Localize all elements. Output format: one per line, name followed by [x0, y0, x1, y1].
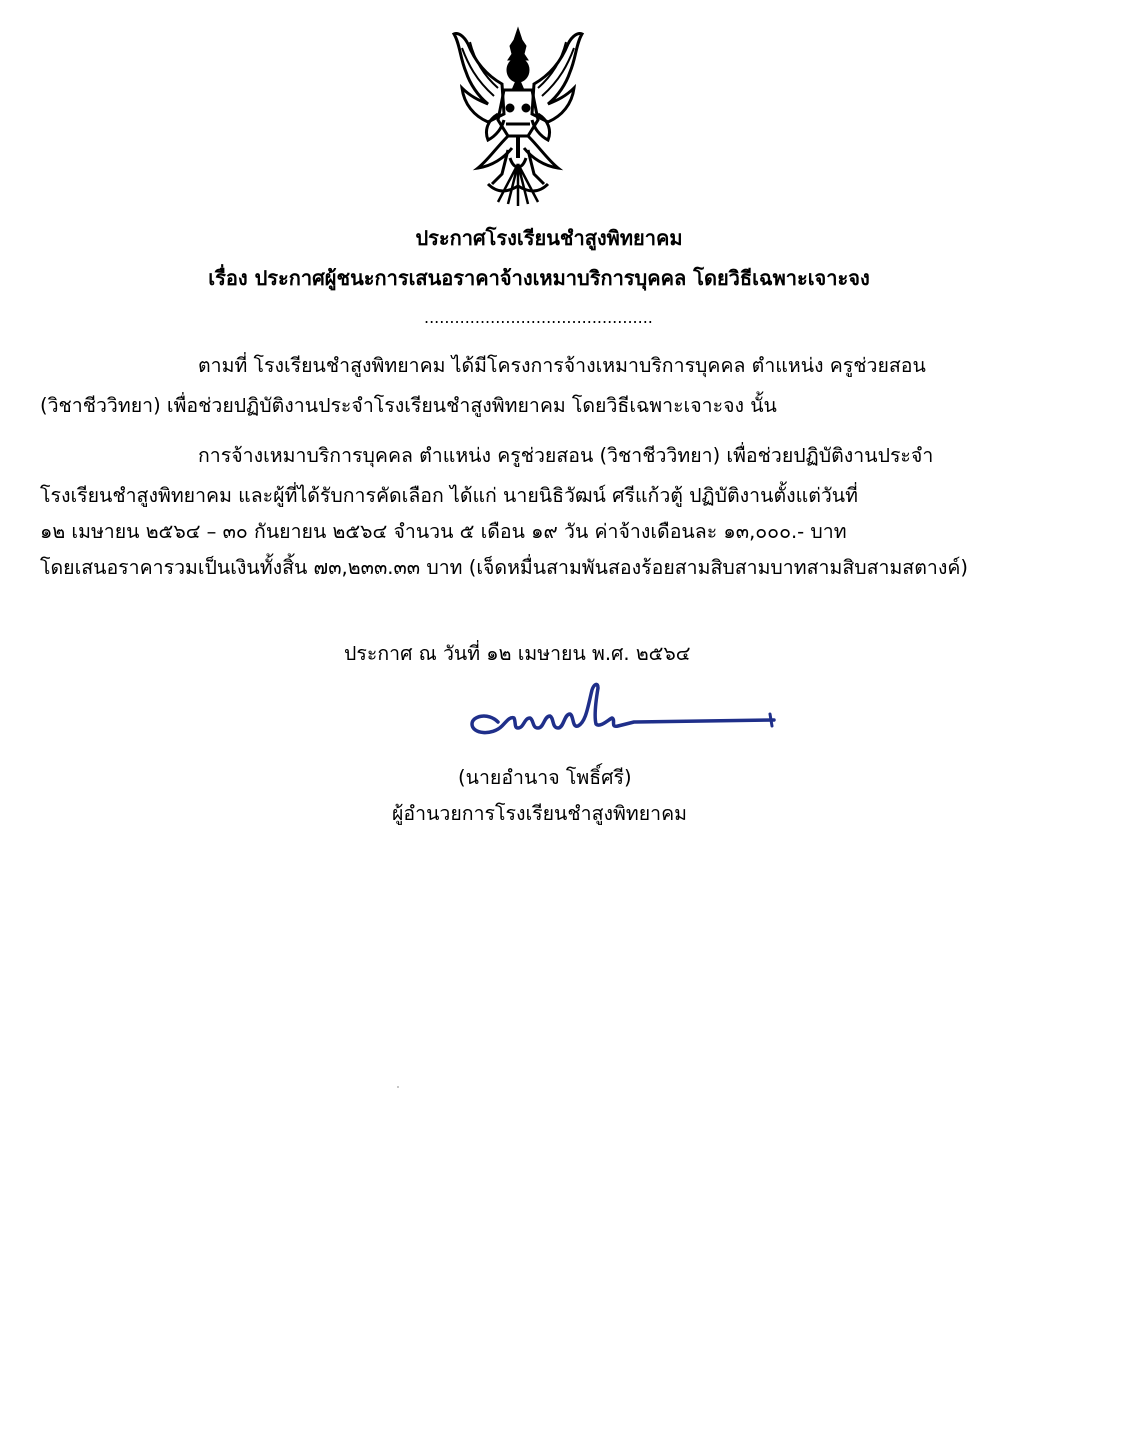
- paragraph-2-line-1: การจ้างเหมาบริการบุคคล ตำแหน่ง ครูช่วยสอน (วิชาชีววิทยา) เพื่อช่วยปฏิบัติงานประจำ: [198, 444, 934, 467]
- announcement-subject: เรื่อง ประกาศผู้ชนะการเสนอราคาจ้างเหมาบริการบุคคล โดยวิธีเฉพาะเจาะจง: [208, 266, 870, 290]
- announcement-date: ประกาศ ณ วันที่ ๑๒ เมษายน พ.ศ. ๒๕๖๔: [344, 642, 691, 665]
- paragraph-1-line-1: ตามที่ โรงเรียนชำสูงพิทยาคม ได้มีโครงการจ้างเหมาบริการบุคคล ตำแหน่ง ครูช่วยสอน: [198, 354, 926, 377]
- announcement-title: ประกาศโรงเรียนชำสูงพิทยาคม: [415, 226, 683, 250]
- paragraph-2-line-3: ๑๒ เมษายน ๒๕๖๔ – ๓๐ กันยายน ๒๕๖๔ จำนวน ๕ เดือน ๑๙ วัน ค่าจ้างเดือนละ ๑๓,๐๐๐.- บาท: [40, 520, 847, 543]
- paragraph-2-line-4: โดยเสนอราคารวมเป็นเงินทั้งสิ้น ๗๓,๒๓๓.๓๓ บาท (เจ็ดหมื่นสามพันสองร้อยสามสิบสามบาทสามสิบสามสตางค์): [40, 556, 968, 579]
- garuda-emblem-icon: [448, 24, 588, 210]
- paragraph-1-line-2: (วิชาชีววิทยา) เพื่อช่วยปฏิบัติงานประจำโรงเรียนชำสูงพิทยาคม โดยวิธีเฉพาะเจาะจง นั้น: [40, 394, 777, 417]
- separator-dots: .............................................: [424, 308, 653, 327]
- signer-position: ผู้อำนวยการโรงเรียนชำสูงพิทยาคม: [392, 802, 687, 825]
- signature-image: [458, 676, 778, 746]
- paragraph-2-line-2: โรงเรียนชำสูงพิทยาคม และผู้ที่ได้รับการคัดเลือก ได้แก่ นายนิธิวัฒน์ ศรีแก้วตู้ ปฏิบัติงานตั้งแต่วันที่: [40, 484, 858, 507]
- signer-name: (นายอำนาจ โพธิ์ศรี): [458, 766, 632, 789]
- scan-speck: [397, 1086, 399, 1088]
